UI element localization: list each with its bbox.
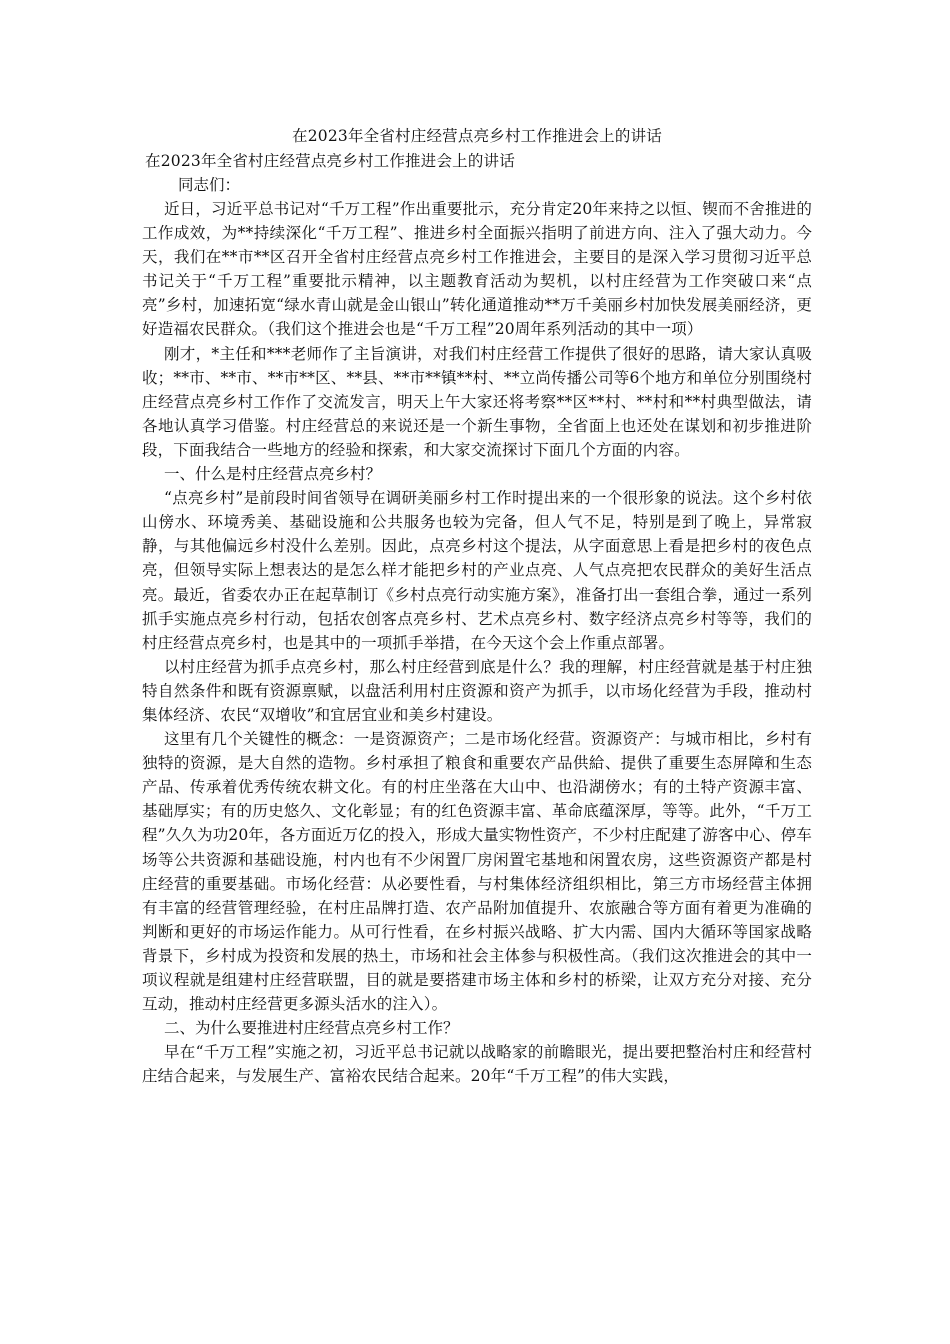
paragraph-key-concepts: 这里有几个关键性的概念：一是资源资产；二是市场化经营。资源资产：与城市相比，乡村有独特的资源，是大自然的造物。乡村承担了粮食和重要农产品供給、提供了重要生态屏障和生态产品、传承着优秀传统农耕文化。有的村庄坐落在大山中、也沿湖傍水；有的土特产资源丰富、基础厚实；有的历史悠久、文化彰显；有的红色资源丰富、革命底蕴深厚，等等。此外，“千万工程”久久为功20年，各方面近万亿的投入，形成大量实物性资产，不少村庄配建了游客中心、停车场等公共资源和基础设施，村内也有不少闲置厂房闲置宅基地和闲置农房，这些资源资产都是村庄经营的重要基础。市场化经营：从必要性看，与村集体经济组织相比，第三方市场经营主体拥有丰富的经营管理经验，在村庄品牌打造、农产品附加值提升、农旅融合等方面有着更为准确的判断和更好的市场运作能力。从可行性看，在乡村振兴战略、扩大内需、国内大循环等国家战略背景下，乡村成为投资和发展的热土，市场和社会主体参与积极性高。（我们这次推进会的其中一项议程就是组建村庄经营联盟，目的就是要搭建市场主体和乡村的桥梁，让双方充分对接、充分互动，推动村庄经营更多源头活水的注入）。 [142,730,812,1014]
paragraph-history: 早在“千万工程”实施之初，习近平总书记就以战略家的前瞻眼光，提出要把整治村庄和经营村庄结合起来，与发展生产、富裕农民结合起来。20年“千万工程”的伟大实践， [142,1043,812,1086]
paragraph-review: 刚才，*主任和***老师作了主旨演讲，对我们村庄经营工作提供了很好的思路，请大家认真吸收；**市、**市、**市**区、**县、**市**镇**村、**立尚传播公司等6个地方和单位分别围绕村庄经营点亮乡村工作作了交流发言，明天上午大家还将考察**区**村、**村和**村典型做法，请各地认真学习借鉴。村庄经营总的来说还是一个新生事物，全省面上也还处在谋划和初步推进阶段，下面我结合一些地方的经验和探索，和大家交流探讨下面几个方面的内容。 [142,344,812,459]
salutation: 同志们： [178,176,241,194]
document-body [142,124,812,1088]
paragraph-light-up-village: “点亮乡村”是前段时间省领导在调研美丽乡村工作时提出来的一个很形象的说法。这个乡村依山傍水、环境秀美、基础设施和公共服务也较为完备，但人气不足，特别是到了晚上，异常寂静，与其他偏远乡村没什么差别。因此，点亮乡村这个提法，从字面意思上看是把乡村的夜色点亮，但领导实际上想表达的是怎么样才能把乡村的产业点亮、人气点亮把农民群众的美好生活点亮。最近，省委农办正在起草制订《乡村点亮行动实施方案》，准备打出一套组合拳，通过一系列抓手实施点亮乡村行动，包括农创客点亮乡村、艺术点亮乡村、数字经济点亮乡村等等，我们的村庄经营点亮乡村，也是其中的一项抓手举措，在今天这个会上作重点部署。 [142,489,812,652]
paragraph-intro: 近日，习近平总书记对“千万工程”作出重要批示，充分肯定20年来持之以恒、锲而不舍推进的工作成效，为**持续深化“千万工程”、推进乡村全面振兴指明了前进方向、注入了强大动力。今天，我们在**市**区召开全省村庄经营点亮乡村工作推进会，主要目的是深入学习贯彻习近平总书记关于“千万工程”重要批示精神，以主题教育活动为契机，以村庄经营为工作突破口来“点亮”乡村，加速拓宽“绿水青山就是金山银山”转化通道推动**万千美丽乡村加快发展美丽经济，更好造福农民群众。（我们这个推进会也是“千万工程”20周年系列活动的其中一项） [142,200,812,339]
document-title: 在2023年全省村庄经营点亮乡村工作推进会上的讲话 [292,127,662,145]
section-heading-1: 一、什么是村庄经营点亮乡村？ [164,465,382,484]
section-heading-2: 二、为什么要推进村庄经营点亮乡村工作？ [164,1019,459,1038]
paragraph-village-operation: 以村庄经营为抓手点亮乡村，那么村庄经营到底是什么？我的理解，村庄经营就是基于村庄独特自然条件和既有资源禀赋，以盘活利用村庄资源和资产为抓手，以市场化经营为手段，推动村集体经济、农民“双增收”和宜居宜业和美乡村建设。 [142,657,812,724]
document-subtitle: 在2023年全省村庄经营点亮乡村工作推进会上的讲话 [145,152,515,170]
